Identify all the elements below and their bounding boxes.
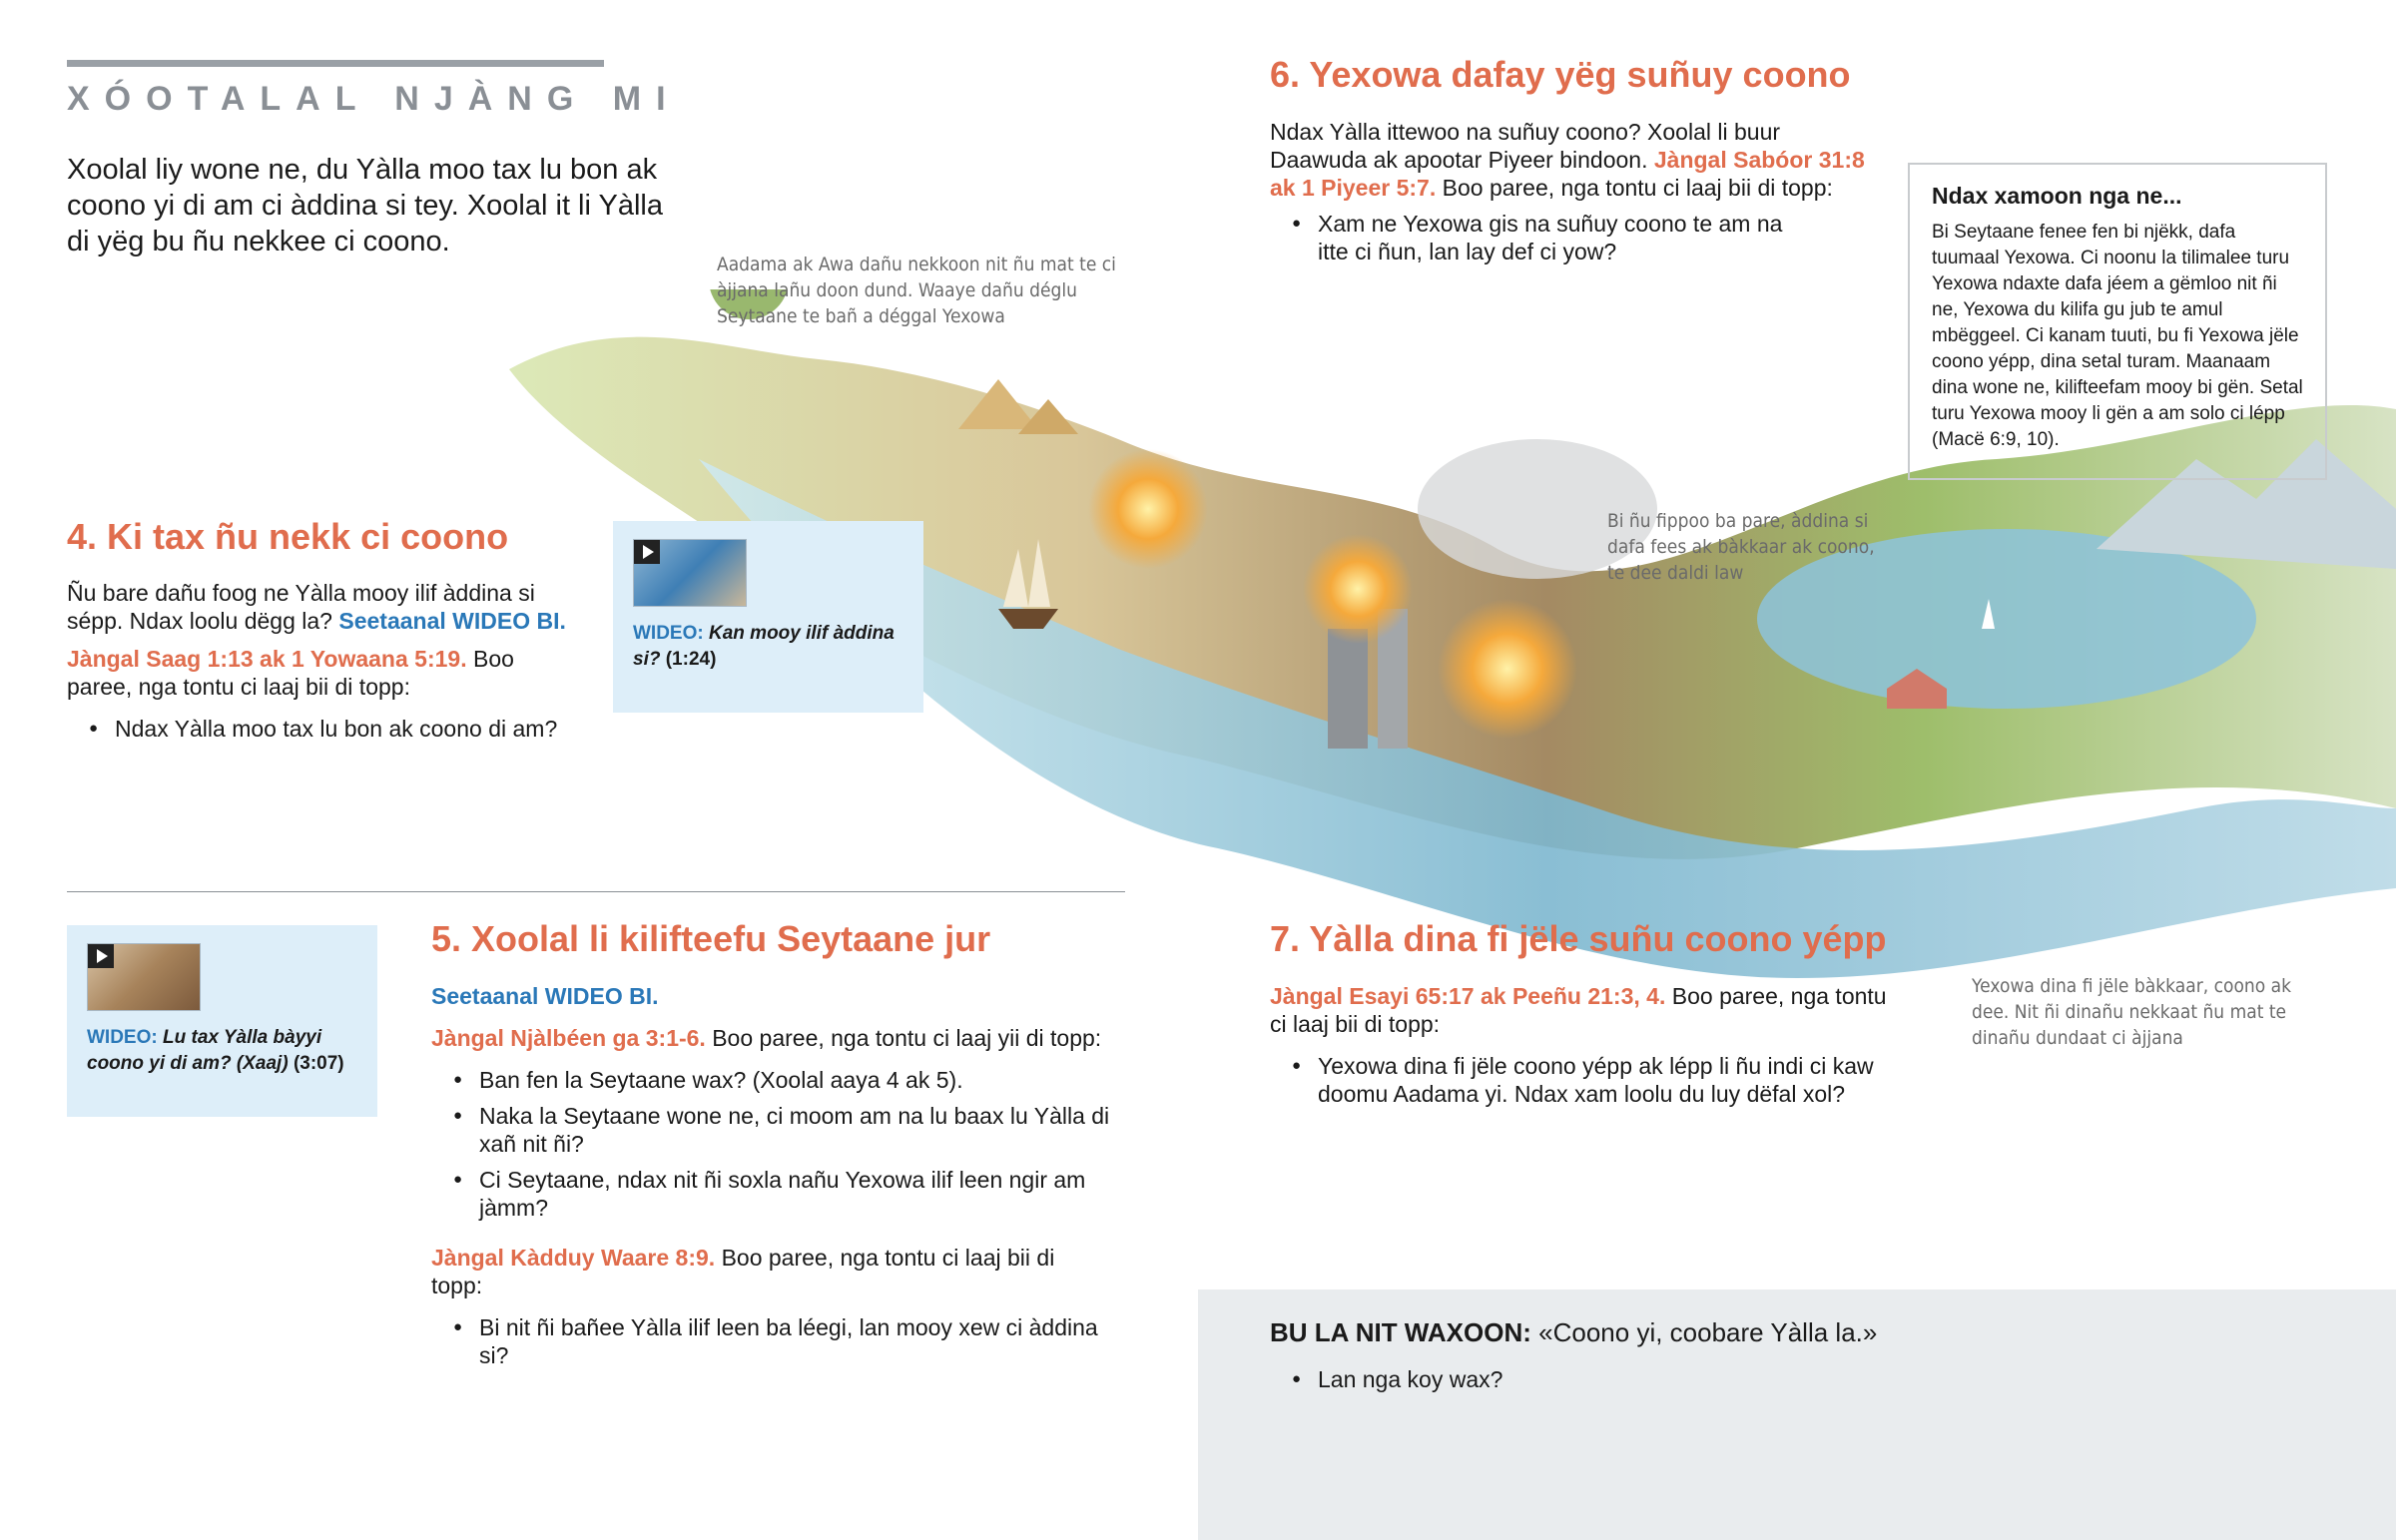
did-you-know-text: Bi Seytaane fenee fen bi njëkk, dafa tuumaal Yexowa. Ci noonu la tilimalee turu Yexowa ndaxte dafa jéem a gëmloo nit ñi ne, Yexowa du kilifa gu jub te amul mbëggeel. Ci kanam tuuti, bu fi Yexowa jële coono yépp, dina setal turam. Maanaam dina wone ne, kilifteefam mooy bi gën. Setal turu Yexowa mooy li gën a am solo ci lépp (Macë 6:9, 10).	[1932, 222, 2303, 450]
section-divider	[67, 891, 1125, 892]
section-4-body	[67, 579, 566, 751]
section-5-video-card[interactable]	[67, 925, 377, 1117]
section-7-title: 7. Yàlla dina fi jële suñu coono yépp	[1270, 918, 1887, 959]
section-4-paragraph: Ñu bare dañu foog ne Yàlla mooy ilif àddina si sépp. Ndax loolu dëgg la?	[67, 580, 535, 634]
section-5-questions-2	[431, 1313, 1110, 1369]
fire-1	[1088, 449, 1208, 569]
section-5-title: 5. Xoolal li kilifteefu Seytaane jur	[431, 918, 991, 959]
video-caption: WIDEO: Kan mooy ilif àddina si? (1:24)	[633, 623, 895, 670]
section-7-questions	[1270, 1052, 1889, 1108]
section-7-scripture-ref[interactable]: Jàngal Esayi 65:17 ak Peeñu 21:3, 4.	[1270, 983, 1666, 1009]
footer-quote: «Coono yi, coobare Yàlla la.»	[1538, 1317, 1878, 1347]
section-5-video-link[interactable]: Seetaanal WIDEO BI.	[431, 983, 659, 1009]
video-thumbnail[interactable]	[633, 539, 747, 607]
section-4-video-link[interactable]: Seetaanal WIDEO BI.	[338, 608, 566, 634]
play-icon[interactable]	[88, 944, 114, 968]
footer-questions	[1270, 1365, 1502, 1401]
footer-panel	[1198, 1289, 2396, 1540]
section-4-ref-after: Boo paree, nga tontu ci laaj bii di topp:	[67, 646, 514, 700]
question-item: ● Ban fen la Seytaane wax? (Xoolal aaya 4 ak 5).	[479, 1066, 1110, 1094]
video-title: Kan mooy ilif àddina si?	[633, 623, 895, 670]
footer-label: BU LA NIT WAXOON:	[1270, 1317, 1531, 1347]
did-you-know-box	[1908, 163, 2327, 480]
section-4-questions	[67, 715, 566, 743]
section-4-video-card[interactable]	[613, 521, 923, 713]
caption-world: Bi ñu fippoo ba pare, àddina si dafa fees ak bàkkaar ak coono, te dee daldi law	[1607, 510, 1875, 584]
fire-3	[1438, 599, 1577, 739]
question-item: ● Ci Seytaane, ndax nit ñi soxla nañu Yexowa ilif leen ngir am jàmm?	[479, 1166, 1110, 1222]
page-kicker: XÓOTALAL NJÀNG MI	[67, 80, 681, 118]
section-4-scripture-ref[interactable]: Jàngal Saag 1:13 ak 1 Yowaana 5:19.	[67, 646, 467, 672]
video-duration: (3:07)	[293, 1053, 344, 1074]
fire-2	[1303, 534, 1413, 644]
section-6-paragraph: Ndax Yàlla ittewoo na suñuy coono? Xoolal li buur Daawuda ak apootar Piyeer bindoon.	[1270, 119, 1781, 173]
section-6-scripture-ref[interactable]: Jàngal Sabóor 31:8 ak 1 Piyeer 5:7.	[1270, 147, 1865, 201]
question-item: ● Naka la Seytaane wone ne, ci moom am na lu baax lu Yàlla di xañ nit ñi?	[479, 1102, 1110, 1158]
caption-future: Yexowa dina fi jële bàkkaar, coono ak dee. Nit ñi dinañu nekkaat ñu mat te dinañu dundaat ci àjjana	[1972, 975, 2292, 1049]
smokestacks	[1328, 629, 1368, 749]
question-item: ● Xam ne Yexowa gis na suñuy coono te am na itte ci ñun, lan lay def ci yow?	[1318, 210, 1809, 265]
section-4-title: 4. Ki tax ñu nekk ci coono	[67, 516, 509, 557]
play-icon[interactable]	[634, 540, 660, 564]
video-caption: WIDEO: Lu tax Yàlla bàyyi coono yi di am? (Xaaj) (3:07)	[87, 1027, 344, 1074]
intro-text: Xoolal liy wone ne, du Yàlla moo tax lu bon ak coono yi di am ci àddina si tey. Xoolal it li Yàlla di yëg bu ñu nekkee ci coono.	[67, 154, 663, 257]
section-5-scripture-ref-1[interactable]: Jàngal Njàlbéen ga 3:1-6.	[431, 1025, 706, 1051]
question-item: ● Yexowa dina fi jële coono yépp ak lépp li ñu indi ci kaw doomu Aadama yi. Ndax xam loolu du luy dëfal xol?	[1318, 1052, 1889, 1108]
video-duration: (1:24)	[665, 649, 717, 670]
video-title: Lu tax Yàlla bàyyi coono yi di am? (Xaaj)	[87, 1027, 322, 1074]
video-thumbnail[interactable]	[87, 943, 201, 1011]
footer-heading	[1270, 1317, 1877, 1348]
section-6-body: Ndax Yàlla ittewoo na suñuy coono? Xoolal li buur Daawuda ak apootar Piyeer bindoon. Jàngal Sabóor 31:8 ak 1 Piyeer 5:7. Boo paree, nga tontu ci laaj bii di topp: ● Xam ne Yexowa gis na suñuy coono te am na itte ci ñun, lan lay def ci yow?	[1270, 118, 1869, 273]
section-7-body: Jàngal Esayi 65:17 ak Peeñu 21:3, 4. Boo paree, nga tontu ci laaj bii di topp: ● Yexowa dina fi jële coono yépp ak lépp li ñu indi ci kaw doomu Aadama yi. Ndax xam loolu du luy dëfal xol?	[1270, 982, 1889, 1116]
section-5-questions-1	[431, 1066, 1110, 1222]
question-item: ● Lan nga koy wax?	[1318, 1365, 1502, 1393]
did-you-know-title: Ndax xamoon nga ne...	[1932, 183, 2182, 209]
section-6-title: 6. Yexowa dafay yëg suñuy coono	[1270, 54, 1851, 95]
section-5-body: Seetaanal WIDEO BI. Jàngal Njàlbéen ga 3:1-6. Boo paree, nga tontu ci laaj yii di topp: ● Ban fen la Seytaane wax? (Xoolal aaya 4 ak 5). ● Naka la Seytaane wone ne, ci moom am na lu baax lu Yàlla di xañ nit ñi? ● Ci Seytaane, ndax nit ñi soxla nañu Yexowa ilif leen ngir am jàmm? Jàngal Kàdduy Waare 8:9. Boo paree, nga tontu ci laaj bii di topp: ● Bi nit ñi bañee Yàlla ilif leen ba léegi, lan mooy xew ci àddina si?	[431, 982, 1110, 1377]
question-item: ● Bi nit ñi bañee Yàlla ilif leen ba léegi, lan mooy xew ci àddina si?	[479, 1313, 1110, 1369]
section-5-scripture-ref-2[interactable]: Jàngal Kàdduy Waare 8:9.	[431, 1245, 716, 1271]
header-rule	[67, 60, 604, 67]
question-item: ● Ndax Yàlla moo tax lu bon ak coono di am?	[115, 715, 566, 743]
caption-adam: Aadama ak Awa dañu nekkoon nit ñu mat te ci àjjana lañu doon dund. Waaye dañu déglu Seytaane te bañ a déggal Yexowa	[717, 254, 1116, 327]
section-6-questions	[1270, 210, 1869, 265]
